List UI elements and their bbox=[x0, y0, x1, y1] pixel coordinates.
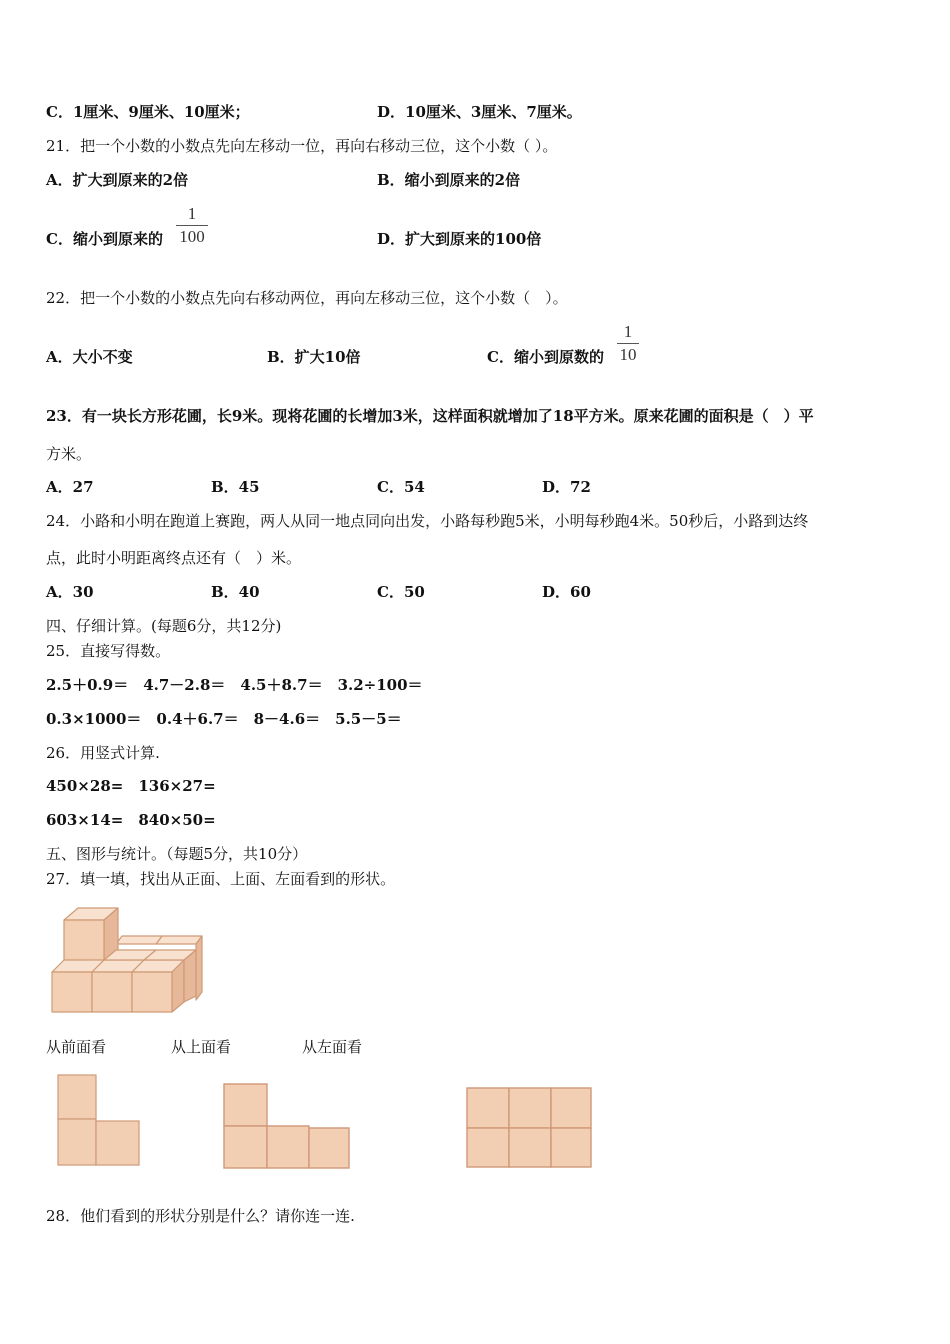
view-label-left: 从左面看 bbox=[302, 1038, 363, 1056]
q25-stem: 25．直接写得数。 bbox=[46, 642, 171, 660]
view-shape-3 bbox=[465, 1086, 595, 1170]
q25-row1: 2.5＋0.9＝ 4.7－2.8＝ 4.5＋8.7＝ 3.2÷100＝ bbox=[46, 676, 423, 694]
q22-option-b: B．扩大10倍 bbox=[267, 348, 361, 366]
fraction-denominator: 100 bbox=[179, 227, 205, 246]
q22-stem: 22．把一个小数的小数点先向右移动两位，再向左移动三位，这个小数（ ）。 bbox=[46, 289, 568, 307]
q23-stem-line2: 方米。 bbox=[46, 445, 92, 463]
q27-stem: 27．填一填，找出从正面、上面、左面看到的形状。 bbox=[46, 870, 396, 888]
fraction-bar bbox=[176, 225, 208, 226]
view-label-front: 从前面看 bbox=[46, 1038, 107, 1056]
fraction-numerator: 1 bbox=[187, 204, 197, 223]
q24-option-c: C．50 bbox=[377, 583, 425, 601]
q23-option-a: A．27 bbox=[46, 478, 94, 496]
q21-fraction bbox=[176, 204, 208, 247]
q28-stem: 28．他们看到的形状分别是什么？请你连一连. bbox=[46, 1207, 355, 1225]
q26-row1: 450×28= 136×27= bbox=[46, 777, 216, 795]
fraction-denominator: 10 bbox=[619, 345, 637, 364]
q24-option-b: B．40 bbox=[211, 583, 260, 601]
q25-row2: 0.3×1000＝ 0.4＋6.7＝ 8－4.6＝ 5.5－5＝ bbox=[46, 710, 402, 728]
q20-option-d: D．10厘米、3厘米、7厘米。 bbox=[377, 103, 582, 121]
q22-fraction bbox=[617, 322, 639, 365]
q22-option-c: C．缩小到原数的 bbox=[487, 348, 604, 366]
q21-option-a: A．扩大到原来的2倍 bbox=[46, 171, 189, 189]
q23-option-b: B．45 bbox=[211, 478, 260, 496]
q21-stem: 21．把一个小数的小数点先向左移动一位，再向右移动三位，这个小数（ ）。 bbox=[46, 137, 558, 155]
q21-option-d: D．扩大到原来的100倍 bbox=[377, 230, 542, 248]
q24-stem-line2: 点，此时小明距离终点还有（ ）米。 bbox=[46, 549, 302, 567]
view-shape-2 bbox=[222, 1082, 352, 1172]
q24-stem-line1: 24．小路和小明在跑道上赛跑，两人从同一地点同向出发，小路每秒跑5米，小明每秒跑4米。50秒后，小路到达终 bbox=[46, 512, 809, 530]
q23-stem-line1: 23．有一块长方形花圃，长9米。现将花圃的长增加3米，这样面积就增加了18平方米。原来花圃的面积是（ ）平 bbox=[46, 407, 814, 425]
q24-option-d: D．60 bbox=[542, 583, 591, 601]
q26-stem: 26．用竖式计算. bbox=[46, 744, 160, 762]
q21-option-c: C．缩小到原来的 bbox=[46, 230, 163, 248]
q22-option-a: A．大小不变 bbox=[46, 348, 133, 366]
view-shape-1 bbox=[56, 1074, 142, 1168]
section-4-heading: 四、仔细计算。(每题6分，共12分) bbox=[46, 617, 282, 635]
q21-option-b: B．缩小到原来的2倍 bbox=[377, 171, 521, 189]
q23-option-c: C．54 bbox=[377, 478, 425, 496]
section-5-heading: 五、图形与统计。（每题5分，共10分） bbox=[46, 845, 308, 863]
fraction-numerator: 1 bbox=[623, 322, 633, 341]
cube-stack-figure bbox=[46, 900, 216, 1020]
q24-option-a: A．30 bbox=[46, 583, 94, 601]
view-label-top: 从上面看 bbox=[171, 1038, 232, 1056]
q26-row2: 603×14= 840×50= bbox=[46, 811, 216, 829]
fraction-bar bbox=[617, 343, 639, 344]
q23-option-d: D．72 bbox=[542, 478, 591, 496]
q20-option-c: C．1厘米、9厘米、10厘米； bbox=[46, 103, 250, 121]
